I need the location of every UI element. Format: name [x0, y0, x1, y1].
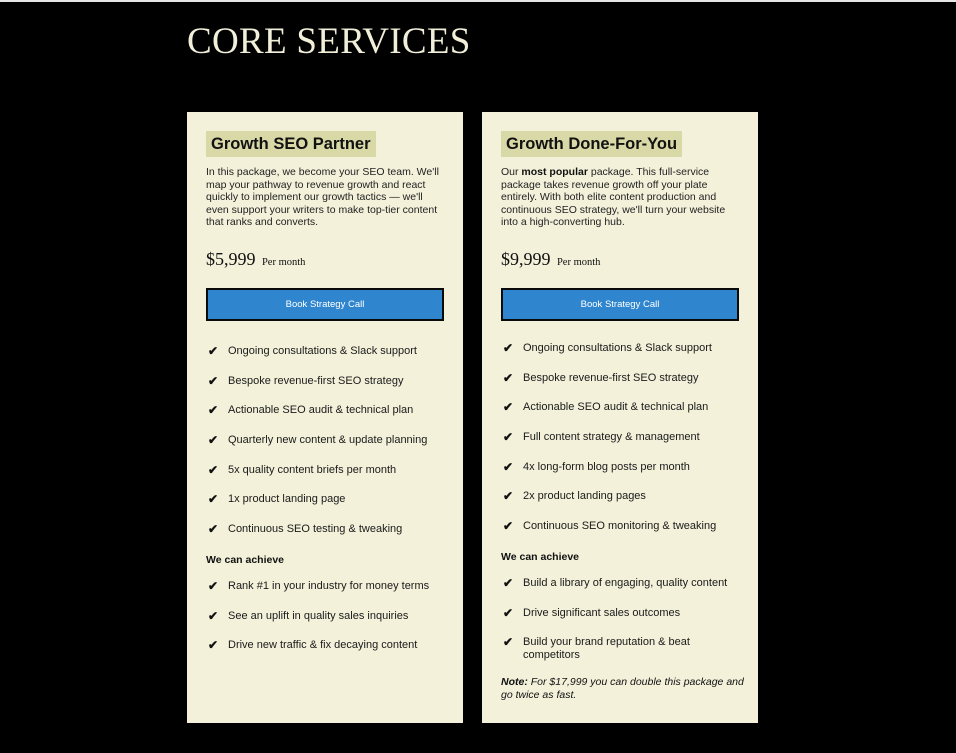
card-description — [501, 166, 739, 229]
list-item-label: Build your brand reputation & beat competitors — [523, 636, 690, 662]
checkmark-icon: ✔ — [208, 522, 219, 537]
checkmark-icon: ✔ — [503, 341, 514, 355]
list-item-label: Bespoke revenue-first SEO strategy — [228, 374, 404, 387]
list-item-label: 5x quality content briefs per month — [228, 463, 397, 476]
checkmark-icon: ✔ — [503, 459, 514, 474]
checkmark-icon: ✔ — [503, 635, 514, 650]
list-item — [206, 610, 449, 623]
list-item-label: Full content strategy & management — [523, 431, 700, 444]
checkmark-icon: ✔ — [503, 370, 514, 385]
achieve-heading: We can achieve — [206, 554, 285, 566]
list-item-label: Actionable SEO audit & technical plan — [228, 404, 414, 417]
checkmark-icon: ✔ — [208, 638, 219, 653]
price — [206, 249, 305, 270]
list-item — [501, 342, 744, 355]
checkmark-icon: ✔ — [503, 400, 514, 415]
list-item-label: Drive significant sales outcomes — [523, 606, 681, 619]
list-item — [501, 461, 744, 474]
list-item — [501, 490, 744, 503]
list-item-label: Build a library of engaging, quality content — [523, 577, 728, 589]
price-amount: $5,999 — [206, 249, 256, 269]
list-item — [501, 520, 744, 533]
checkmark-icon: ✔ — [503, 576, 514, 590]
list-item — [206, 493, 449, 506]
list-item-label: 1x product landing page — [228, 493, 346, 506]
list-item — [206, 404, 449, 417]
list-item-label: 2x product landing pages — [523, 490, 646, 503]
list-item-label: Rank #1 in your industry for money terms — [228, 580, 430, 592]
book-strategy-call-button[interactable]: Book Strategy Call — [206, 288, 444, 321]
card-title: Growth SEO Partner — [206, 131, 376, 157]
price-period: Per month — [261, 257, 306, 268]
checkmark-icon: ✔ — [503, 519, 514, 534]
list-item — [501, 636, 744, 662]
checkmark-icon: ✔ — [208, 608, 219, 623]
checkmark-icon: ✔ — [208, 462, 219, 477]
achievement-list — [501, 577, 744, 679]
price-period: Per month — [556, 257, 601, 268]
achieve-heading: We can achieve — [501, 551, 580, 563]
list-item-label: Quarterly new content & update planning — [228, 434, 428, 447]
checkmark-icon: ✔ — [208, 492, 219, 507]
list-item — [206, 434, 449, 447]
feature-list — [206, 345, 449, 553]
list-item-label: Ongoing consultations & Slack support — [228, 345, 417, 357]
list-item-label: Drive new traffic & fix decaying content — [228, 639, 418, 652]
page-title: CORE SERVICES — [187, 21, 471, 62]
list-item — [206, 639, 449, 652]
note-text: For $17,999 you can double this package and go twice as fast. — [501, 676, 744, 701]
checkmark-icon: ✔ — [503, 605, 514, 620]
list-item — [206, 464, 449, 477]
list-item — [501, 577, 744, 590]
checkmark-icon: ✔ — [503, 489, 514, 504]
list-item — [206, 580, 449, 593]
card-title: Growth Done-For-You — [501, 131, 682, 157]
list-item — [501, 372, 744, 385]
checkmark-icon: ✔ — [208, 344, 219, 358]
book-strategy-call-button[interactable]: Book Strategy Call — [501, 288, 739, 321]
price — [501, 249, 600, 270]
list-item — [501, 431, 744, 444]
card-description: In this package, we become your SEO team. We'll map your pathway to revenue growth and react quickly to implement our growth tactics — we'll even support your writers to make top-tier content that ranks and converts. — [206, 166, 439, 229]
checkmark-icon: ✔ — [208, 579, 219, 593]
list-item — [206, 345, 449, 358]
list-item — [206, 375, 449, 388]
list-item-label: Continuous SEO monitoring & tweaking — [523, 520, 717, 533]
checkmark-icon: ✔ — [208, 373, 219, 388]
achievement-list — [206, 580, 449, 669]
feature-list — [501, 342, 744, 550]
list-item-label: Actionable SEO audit & technical plan — [523, 401, 709, 414]
price-amount: $9,999 — [501, 249, 551, 269]
pricing-card-growth-seo-partner — [187, 112, 463, 723]
pricing-note — [501, 676, 746, 701]
list-item-label: Ongoing consultations & Slack support — [523, 342, 712, 354]
list-item — [501, 401, 744, 414]
list-item-label: Bespoke revenue-first SEO strategy — [523, 371, 699, 384]
checkmark-icon: ✔ — [503, 430, 514, 445]
checkmark-icon: ✔ — [208, 433, 219, 448]
pricing-card-growth-done-for-you — [482, 112, 758, 723]
list-item-label: See an uplift in quality sales inquiries — [228, 609, 409, 622]
list-item — [206, 523, 449, 536]
description-highlight: most popular — [521, 166, 588, 178]
list-item-label: 4x long-form blog posts per month — [523, 460, 690, 473]
description-prefix: Our — [501, 166, 522, 178]
top-border — [0, 0, 956, 2]
list-item — [501, 607, 744, 620]
description-suffix: package. This full-service package takes revenue growth off your plate entirely. With both elite content production and continuous SEO strategy, we'll turn your website into a high-converting hub. — [501, 166, 726, 229]
note-label: Note: — [501, 676, 528, 688]
checkmark-icon: ✔ — [208, 403, 219, 418]
list-item-label: Continuous SEO testing & tweaking — [228, 523, 403, 536]
